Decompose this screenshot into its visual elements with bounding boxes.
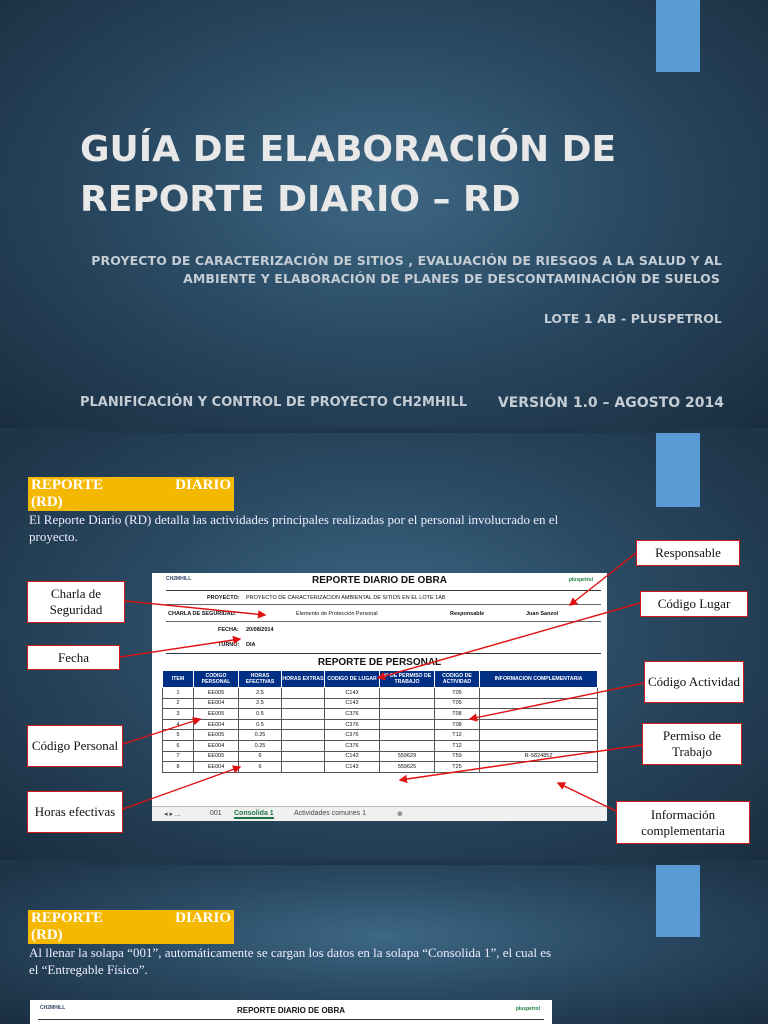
tab-actividades[interactable]: Actividades comunes 1 bbox=[294, 810, 366, 817]
table-cell bbox=[480, 719, 598, 730]
table-cell: 559625 bbox=[380, 762, 435, 773]
accent-bar bbox=[656, 0, 700, 72]
table-cell: 4 bbox=[163, 719, 194, 730]
callout-codigo-lugar: Código Lugar bbox=[640, 591, 748, 617]
table-cell: T59 bbox=[435, 751, 480, 762]
footer-left: PLANIFICACIÓN Y CONTROL DE PROYECTO CH2MHILL bbox=[80, 395, 468, 410]
column-header: CODIGO PERSONAL bbox=[194, 671, 239, 688]
table-cell: EE004 bbox=[194, 698, 239, 709]
callout-permiso: Permiso de Trabajo bbox=[642, 723, 742, 765]
table-cell: T12 bbox=[435, 740, 480, 751]
table-cell: 5 bbox=[163, 730, 194, 741]
slide-title bbox=[80, 125, 700, 225]
spreadsheet-image bbox=[152, 573, 607, 821]
section-badge bbox=[28, 477, 234, 511]
description-line: proyecto. bbox=[29, 529, 78, 544]
table-cell: EE005 bbox=[194, 730, 239, 741]
divider bbox=[166, 590, 601, 591]
fecha-value: 20/08/2014 bbox=[246, 627, 274, 633]
table-row bbox=[163, 688, 598, 699]
subtitle bbox=[91, 253, 722, 286]
badge-word: DIARIO bbox=[175, 910, 231, 926]
title-line: REPORTE DIARIO – RD bbox=[80, 179, 521, 220]
table-cell: EE005 bbox=[194, 751, 239, 762]
table-cell: T05 bbox=[435, 688, 480, 699]
callout-codigo-actividad: Código Actividad bbox=[644, 661, 744, 703]
table-cell: 3 bbox=[163, 709, 194, 720]
table-cell: 7 bbox=[163, 751, 194, 762]
table-cell: EE004 bbox=[194, 762, 239, 773]
ch2mhill-logo: CH2MHILL bbox=[166, 576, 192, 582]
tab-consolida[interactable]: Consolida 1 bbox=[234, 810, 274, 817]
table-cell: 6 bbox=[239, 762, 282, 773]
table-cell bbox=[480, 688, 598, 699]
table-cell: R-S824852 bbox=[480, 751, 598, 762]
table-cell: C143 bbox=[325, 762, 380, 773]
description-line: El Reporte Diario (RD) detalla las actividades principales realizadas por el personal involucrado en el bbox=[29, 512, 559, 527]
turno-value: DIA bbox=[246, 642, 256, 648]
accent-bar bbox=[656, 865, 700, 937]
badge-word: (RD) bbox=[31, 927, 63, 943]
callout-codigo-personal: Código Personal bbox=[27, 725, 123, 767]
table-cell: C143 bbox=[325, 698, 380, 709]
proyecto-label: PROYECTO: bbox=[207, 595, 240, 601]
table-cell bbox=[282, 762, 325, 773]
table-cell: EE004 bbox=[194, 740, 239, 751]
callout-responsable: Responsable bbox=[636, 540, 740, 566]
divider bbox=[38, 1019, 544, 1020]
badge-word: REPORTE bbox=[31, 477, 103, 493]
table-cell bbox=[282, 730, 325, 741]
spreadsheet-image bbox=[30, 1000, 552, 1024]
section-badge bbox=[28, 910, 234, 944]
table-row bbox=[163, 730, 598, 741]
column-header: INFORMACION COMPLEMENTARIA bbox=[480, 671, 598, 688]
table-cell: 0.5 bbox=[239, 709, 282, 720]
description bbox=[29, 944, 629, 978]
table-cell bbox=[480, 762, 598, 773]
description-line: el “Entregable Físico”. bbox=[29, 962, 148, 977]
callout-horas: Horas efectivas bbox=[27, 791, 123, 833]
proyecto-value: PROYECTO DE CARACTERIZACION AMBIENTAL DE SITIOS EN EL LOTE 1AB bbox=[246, 595, 446, 601]
table-cell: 559629 bbox=[380, 751, 435, 762]
consolida-slide bbox=[0, 865, 768, 1024]
table-cell bbox=[380, 719, 435, 730]
table-cell bbox=[380, 688, 435, 699]
table-cell: C143 bbox=[325, 751, 380, 762]
table-cell bbox=[380, 698, 435, 709]
badge-word: (RD) bbox=[31, 494, 63, 510]
table-cell: C376 bbox=[325, 730, 380, 741]
title-slide bbox=[0, 0, 768, 428]
table-cell bbox=[282, 740, 325, 751]
table-cell: 2.5 bbox=[239, 698, 282, 709]
table-cell: T08 bbox=[435, 709, 480, 720]
pluspetrol-logo: pluspetrol bbox=[515, 1006, 540, 1012]
charla-value: Elemento de Protección Personal bbox=[296, 611, 378, 617]
table-cell bbox=[480, 709, 598, 720]
charla-label: CHARLA DE SEGURIDAD: bbox=[168, 611, 237, 617]
table-row bbox=[163, 751, 598, 762]
table-cell: 0.25 bbox=[239, 730, 282, 741]
table-cell: EE004 bbox=[194, 719, 239, 730]
personnel-table bbox=[162, 670, 598, 773]
table-cell bbox=[282, 688, 325, 699]
section-title: REPORTE DE PERSONAL bbox=[317, 657, 442, 668]
add-sheet-icon[interactable]: ⊕ bbox=[397, 811, 403, 818]
table-row bbox=[163, 740, 598, 751]
responsable-value: Juan Sanzol bbox=[526, 611, 559, 617]
lote-label: LOTE 1 AB - PLUSPETROL bbox=[543, 311, 722, 326]
table-cell: C143 bbox=[325, 688, 380, 699]
badge-word: DIARIO bbox=[175, 477, 231, 493]
table-cell bbox=[380, 730, 435, 741]
table-cell: C376 bbox=[325, 709, 380, 720]
table-row bbox=[163, 698, 598, 709]
divider bbox=[166, 653, 601, 654]
badge-word: REPORTE bbox=[31, 910, 103, 926]
table-cell: 6 bbox=[163, 740, 194, 751]
table-cell: 0.5 bbox=[239, 719, 282, 730]
sheet-title: REPORTE DIARIO DE OBRA bbox=[311, 575, 447, 586]
callout-charla: Charla de Seguridad bbox=[27, 581, 125, 623]
tab-001[interactable]: 001 bbox=[210, 810, 222, 817]
table-cell bbox=[282, 698, 325, 709]
sheet-title: REPORTE DIARIO DE OBRA bbox=[236, 1006, 345, 1015]
table-cell: EE005 bbox=[194, 688, 239, 699]
table-row bbox=[163, 762, 598, 773]
table-cell: 2.5 bbox=[239, 688, 282, 699]
table-row bbox=[163, 719, 598, 730]
table-cell: 0.25 bbox=[239, 740, 282, 751]
divider bbox=[166, 621, 601, 622]
column-header: ITEM bbox=[163, 671, 194, 688]
column-header: HORAS EXTRAS bbox=[282, 671, 325, 688]
table-cell: C376 bbox=[325, 740, 380, 751]
subtitle-line: AMBIENTE Y ELABORACIÓN DE PLANES DE DESCONTAMINACIÓN DE SUELOS bbox=[183, 271, 720, 286]
column-header: HORAS EFECTIVAS bbox=[239, 671, 282, 688]
table-cell: 2 bbox=[163, 698, 194, 709]
table-cell: 6 bbox=[239, 751, 282, 762]
fecha-label: FECHA: bbox=[218, 627, 239, 633]
nav-arrows[interactable]: ◂ ▸ ... bbox=[164, 811, 181, 818]
accent-bar bbox=[656, 433, 700, 507]
table-row bbox=[163, 709, 598, 720]
table-cell: 1 bbox=[163, 688, 194, 699]
table-cell: C376 bbox=[325, 719, 380, 730]
subtitle-line: PROYECTO DE CARACTERIZACIÓN DE SITIOS , EVALUACIÓN DE RIESGOS A LA SALUD Y AL bbox=[91, 253, 722, 268]
column-header: N° DE PERMISO DE TRABAJO bbox=[380, 671, 435, 688]
table-cell bbox=[282, 709, 325, 720]
table-cell bbox=[282, 751, 325, 762]
table-cell: EE005 bbox=[194, 709, 239, 720]
table-cell: T12 bbox=[435, 730, 480, 741]
table-cell: T08 bbox=[435, 719, 480, 730]
table-cell: T05 bbox=[435, 698, 480, 709]
sheet-tab-bar bbox=[152, 806, 607, 821]
table-cell bbox=[480, 730, 598, 741]
table-cell bbox=[380, 740, 435, 751]
description bbox=[29, 511, 629, 545]
version-label: VERSIÓN 1.0 – AGOSTO 2014 bbox=[497, 395, 724, 411]
table-cell bbox=[380, 709, 435, 720]
callout-fecha: Fecha bbox=[27, 645, 120, 670]
turno-label: TURNO: bbox=[218, 642, 240, 648]
description-line: Al llenar la solapa “001”, automáticamente se cargan los datos en la solapa “Consolida 1”, el cual es bbox=[29, 945, 552, 960]
responsable-label: Responsable bbox=[450, 611, 485, 617]
title-line: GUÍA DE ELABORACIÓN DE bbox=[80, 129, 617, 170]
table-cell: 8 bbox=[163, 762, 194, 773]
report-slide bbox=[0, 433, 768, 860]
column-header: CODIGO DE ACTIVIDAD bbox=[435, 671, 480, 688]
table-cell bbox=[282, 719, 325, 730]
table-cell bbox=[480, 740, 598, 751]
table-cell: T25 bbox=[435, 762, 480, 773]
divider bbox=[166, 604, 601, 605]
callout-info: Información complementaria bbox=[616, 801, 750, 844]
column-header: CODIGO DE LUGAR bbox=[325, 671, 380, 688]
table-cell bbox=[480, 698, 598, 709]
ch2mhill-logo: CH2MHILL bbox=[40, 1005, 66, 1011]
pluspetrol-logo: pluspetrol bbox=[568, 577, 593, 583]
